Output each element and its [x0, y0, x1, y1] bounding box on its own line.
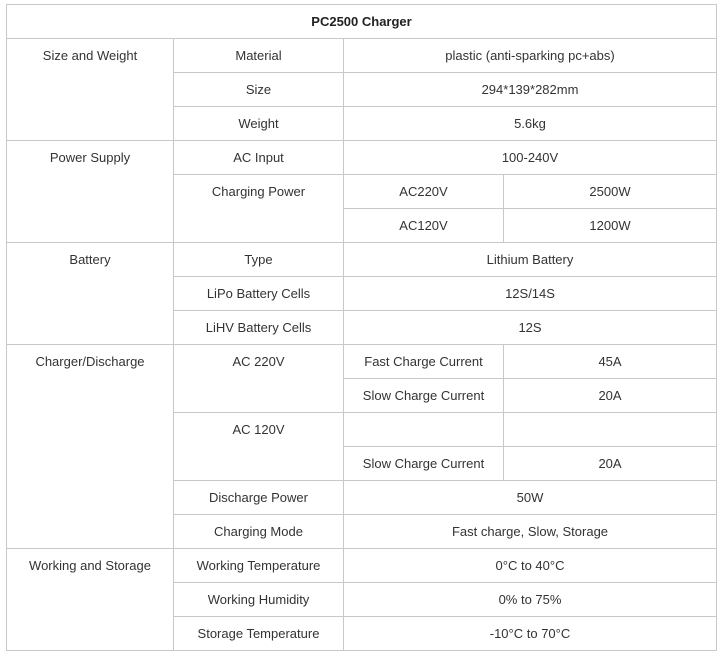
group-size-weight: Size and Weight: [7, 39, 174, 141]
table-row: [7, 345, 717, 379]
group-working-storage: Working and Storage: [7, 549, 174, 651]
row-label-charging-mode: Charging Mode: [174, 515, 344, 549]
row-label-ac-120v: AC 120V: [174, 413, 344, 481]
table-title: PC2500 Charger: [7, 5, 717, 39]
group-battery: Battery: [7, 243, 174, 345]
row-value-size: 294*139*282mm: [344, 73, 717, 107]
row-label-ac-input: AC Input: [174, 141, 344, 175]
row-label-working-temperature: Working Temperature: [174, 549, 344, 583]
row-label-discharge-power: Discharge Power: [174, 481, 344, 515]
sub-value-ac220v: 2500W: [504, 175, 717, 209]
row-value-charging-mode: Fast charge, Slow, Storage: [344, 515, 717, 549]
sub-label-fast-charge-current: Fast Charge Current: [344, 345, 504, 379]
row-label-type: Type: [174, 243, 344, 277]
table-row: [7, 141, 717, 175]
row-label-weight: Weight: [174, 107, 344, 141]
table-row: [7, 549, 717, 583]
spec-table: [6, 4, 717, 651]
sub-label-ac120v: AC120V: [344, 209, 504, 243]
row-label-charging-power: Charging Power: [174, 175, 344, 243]
sub-value-ac120v: 1200W: [504, 209, 717, 243]
sub-value-slow-charge-current-220: 20A: [504, 379, 717, 413]
table-header-row: [7, 5, 717, 39]
row-value-working-temperature: 0°C to 40°C: [344, 549, 717, 583]
row-value-weight: 5.6kg: [344, 107, 717, 141]
row-value-discharge-power: 50W: [344, 481, 717, 515]
row-label-material: Material: [174, 39, 344, 73]
table-row: [7, 39, 717, 73]
sub-label-slow-charge-current-120: Slow Charge Current: [344, 447, 504, 481]
sub-label-slow-charge-current-220: Slow Charge Current: [344, 379, 504, 413]
empty-cell: [344, 413, 504, 447]
row-label-ac-220v: AC 220V: [174, 345, 344, 413]
row-value-lipo-cells: 12S/14S: [344, 277, 717, 311]
sub-value-fast-charge-current: 45A: [504, 345, 717, 379]
row-value-working-humidity: 0% to 75%: [344, 583, 717, 617]
sub-value-slow-charge-current-120: 20A: [504, 447, 717, 481]
table-row: [7, 243, 717, 277]
row-value-storage-temperature: -10°C to 70°C: [344, 617, 717, 651]
group-charger-discharge: Charger/Discharge: [7, 345, 174, 549]
row-value-type: Lithium Battery: [344, 243, 717, 277]
row-label-working-humidity: Working Humidity: [174, 583, 344, 617]
row-label-size: Size: [174, 73, 344, 107]
row-label-storage-temperature: Storage Temperature: [174, 617, 344, 651]
empty-cell: [504, 413, 717, 447]
row-label-lihv-cells: LiHV Battery Cells: [174, 311, 344, 345]
group-power-supply: Power Supply: [7, 141, 174, 243]
row-value-lihv-cells: 12S: [344, 311, 717, 345]
sub-label-ac220v: AC220V: [344, 175, 504, 209]
row-value-ac-input: 100-240V: [344, 141, 717, 175]
row-label-lipo-cells: LiPo Battery Cells: [174, 277, 344, 311]
row-value-material: plastic (anti-sparking pc+abs): [344, 39, 717, 73]
